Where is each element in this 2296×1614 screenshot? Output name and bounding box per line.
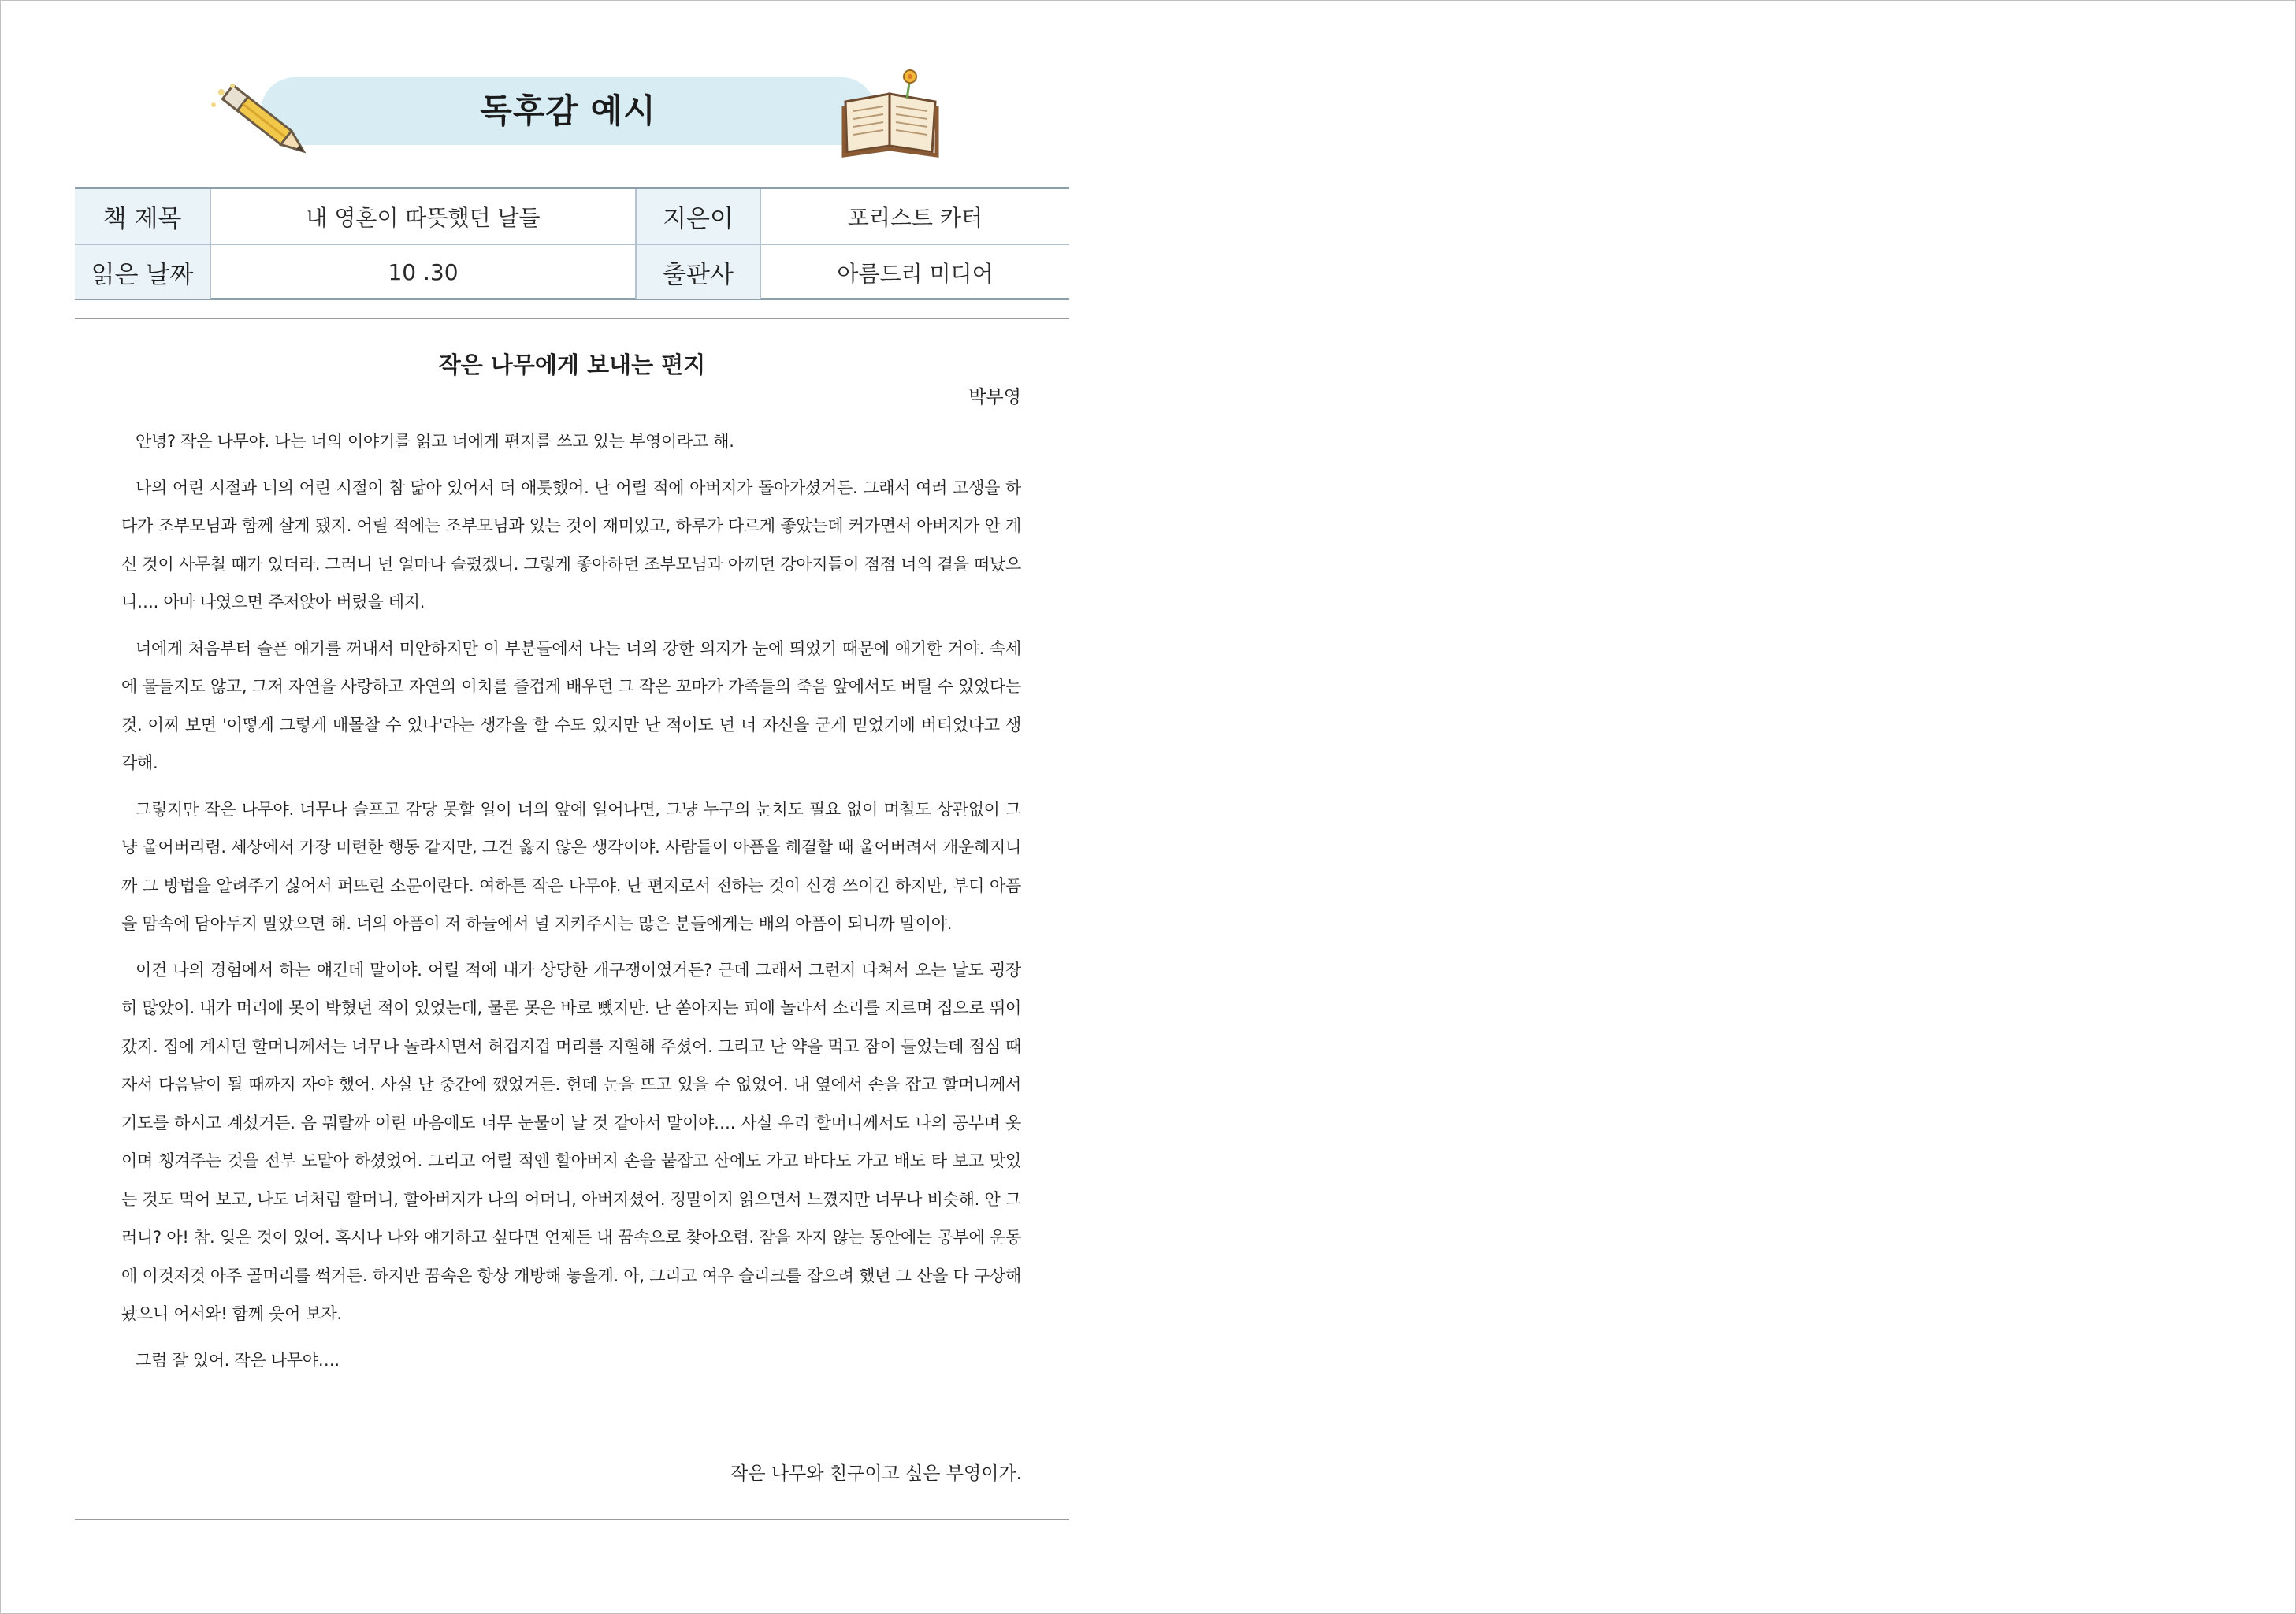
table-row (75, 189, 1069, 245)
paragraph: 그럼 잘 있어. 작은 나무야…. (136, 1350, 340, 1370)
paragraph: 나의 어린 시절과 너의 어린 시절이 참 닮아 있어서 더 애틋했어. 난 어릴 적에 아버지가 돌아가셨거든. 그래서 여러 고생을 하다가 조부모님과 함께 살게 됐지. 어릴 적에는 조부모님과 있는 것이 재미있고, 하루가 다르게 좋았는데 커가면서 아버지가 안 계신 것이 사무칠 때가 있더라. 그러니 넌 얼마나 슬펐겠니. 그렇게 좋아하던 조부모님과 아끼던 강아지들이 점점 너의 곁을 떠났으니…. 아마 나였으면 주저앉아 버렸을 테지. (121, 478, 1021, 612)
section-divider (75, 1519, 1069, 1520)
title-label: 책 제목 (75, 189, 211, 244)
section-divider (75, 318, 1069, 319)
publisher-value: 아름드리 미디어 (837, 260, 994, 287)
book-info-table (75, 187, 1069, 300)
paragraph: 이건 나의 경험에서 하는 얘긴데 말이야. 어릴 적에 내가 상당한 개구쟁이였거든? 근데 그래서 그런지 다쳐서 오는 날도 굉장히 많았어. 내가 머리에 못이 박혔던 적이 있었는데, 물론 못은 바로 뺐지만. 난 쏟아지는 피에 놀라서 소리를 지르며 집으로 뛰어갔지. 집에 계시던 할머니께서는 너무나 놀라시면서 허겁지겁 머리를 지혈해 주셨어. 그리고 난 약을 먹고 잠이 들었는데 점심 때 자서 다음날이 될 때까지 자야 했어. 사실 난 중간에 깼었거든. 헌데 눈을 뜨고 있을 수 없었어. 내 옆에서 손을 잡고 할머니께서 기도를 하시고 계셨거든. 음 뭐랄까 어린 마음에도 너무 눈물이 날 것 같아서 말이야…. 사실 우리 할머니께서도 나의 공부며 옷이며 챙겨주는 것을 전부 도맡아 하셨었어. 그리고 어릴 적엔 할아버지 손을 붙잡고 산에도 가고 바다도 가고 배도 타 보고 맛있는 것도 먹어 보고, 나도 너처럼 할머니, 할아버지가 나의 어머니, 아버지셨어. 정말이지 읽으면서 느꼈지만 너무나 비슷해. 안 그러니? 아! 참. 잊은 것이 있어. 혹시나 나와 얘기하고 싶다면 언제든 내 꿈속으로 찾아오렴. 잠을 자지 않는 동안에는 공부에 운동에 이것저것 아주 골머리를 썩거든. 하지만 꿈속은 항상 개방해 놓을게. 아, 그리고 여우 슬리크를 잡으려 했던 그 산을 다 구상해 놨으니 어서와! 함께 웃어 보자. (121, 960, 1021, 1323)
paragraph: 너에게 처음부터 슬픈 얘기를 꺼내서 미안하지만 이 부분들에서 나는 너의 강한 의지가 눈에 띄었기 때문에 얘기한 거야. 속세에 물들지도 않고, 그저 자연을 사랑하고 자연의 이치를 즐겁게 배우던 그 작은 꼬마가 가족들의 죽음 앞에서도 버틸 수 있었다는 것. 어찌 보면 '어떻게 그렇게 매몰찰 수 있나'라는 생각을 할 수도 있지만 난 적어도 넌 너 자신을 굳게 믿었기에 버티었다고 생각해. (121, 638, 1021, 772)
author-value: 포리스트 카터 (847, 204, 983, 231)
read-date-value: 10 .30 (211, 245, 637, 299)
book-title-value: 내 영혼이 따뜻했던 날들 (211, 189, 637, 244)
letter-signature: 작은 나무와 친구이고 싶은 부영이가. (730, 1463, 1022, 1484)
publisher-label: 출판사 (637, 245, 761, 299)
page-title: 독후감 예시 (480, 91, 656, 130)
paragraph: 안녕? 작은 나무야. 나는 너의 이야기를 읽고 너에게 편지를 쓰고 있는 부영이라고 해. (136, 432, 734, 451)
letter-body (121, 422, 1021, 1387)
table-row (75, 245, 1069, 299)
read-date-label: 읽은 날짜 (75, 245, 211, 299)
author-label: 지은이 (637, 189, 761, 244)
paragraph: 그렇지만 작은 나무야. 너무나 슬프고 감당 못할 일이 너의 앞에 일어나면, 그냥 누구의 눈치도 필요 없이 며칠도 상관없이 그냥 울어버리렴. 세상에서 가장 미련한 행동 같지만, 그건 옳지 않은 생각이야. 사람들이 아픔을 해결할 때 울어버려서 개운해지니까 그 방법을 알려주기 싫어서 퍼뜨린 소문이란다. 여하튼 작은 나무야. 난 편지로서 전하는 것이 신경 쓰이긴 하지만, 부디 아픔을 맘속에 담아두지 말았으면 해. 너의 아픔이 저 하늘에서 널 지켜주시는 많은 분들에게는 배의 아픔이 되니까 말이야. (121, 799, 1021, 933)
letter-author: 박부영 (968, 387, 1021, 407)
open-book-icon (839, 67, 942, 162)
letter-title: 작은 나무에게 보내는 편지 (438, 351, 706, 378)
